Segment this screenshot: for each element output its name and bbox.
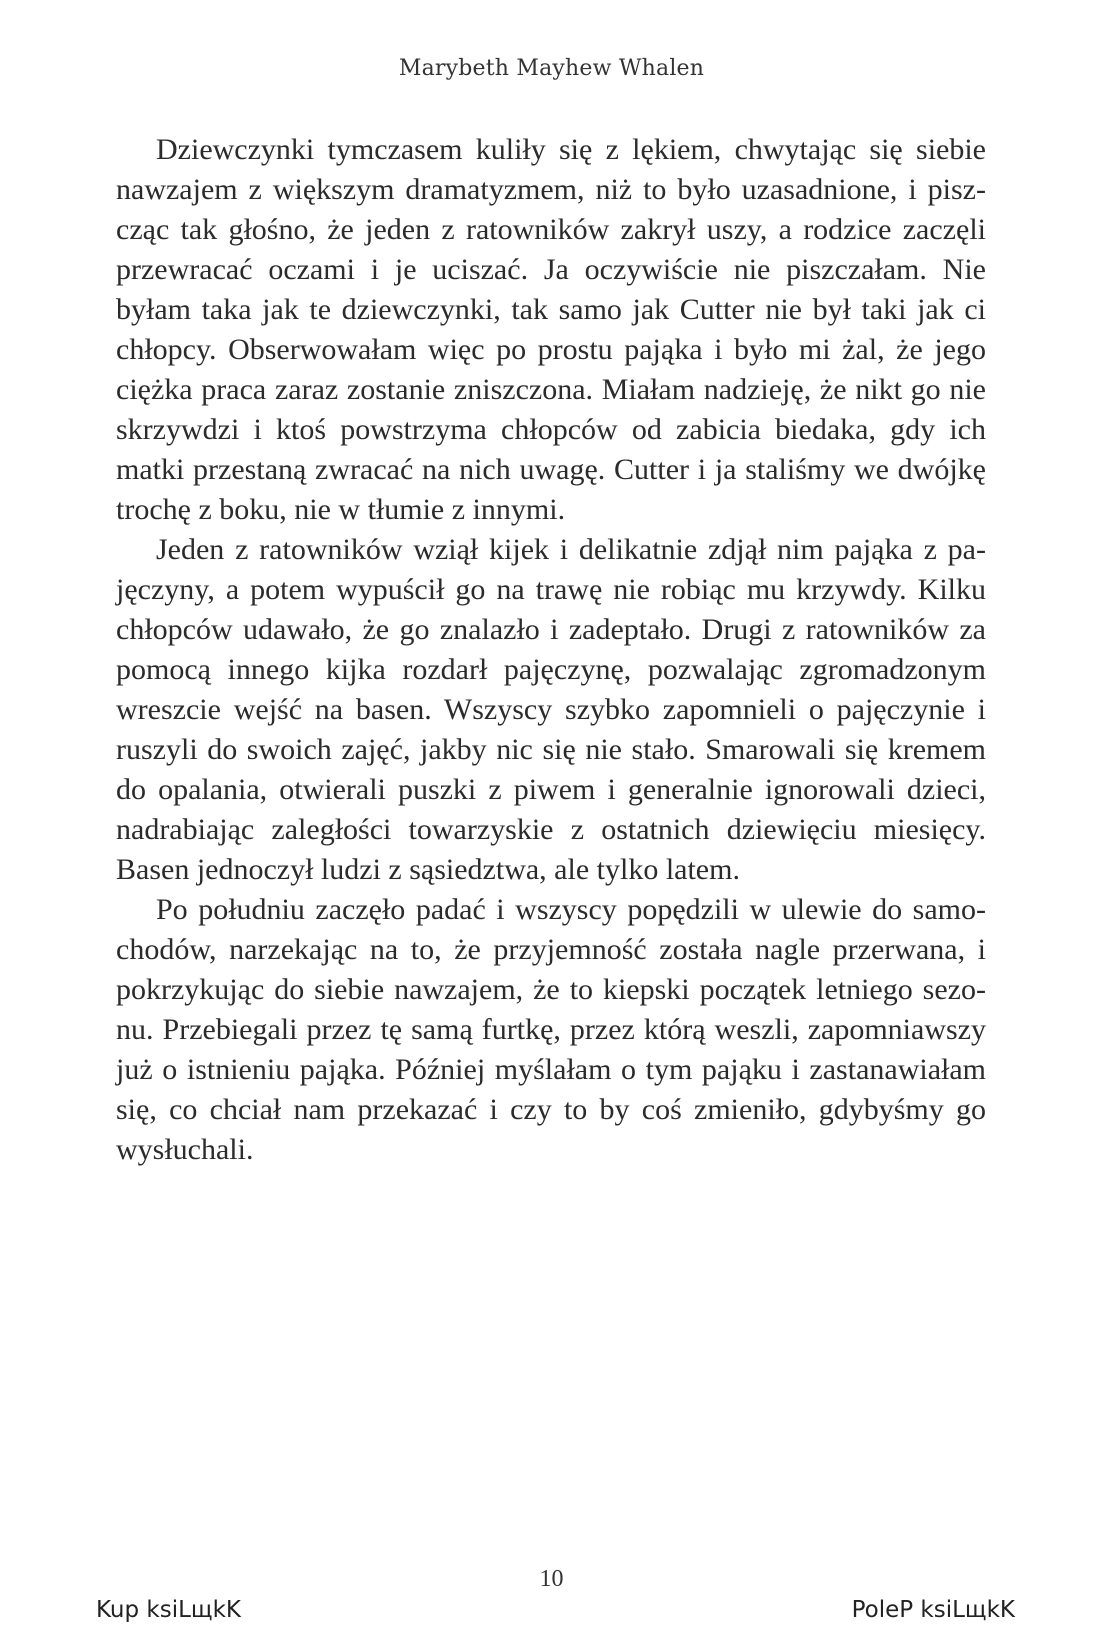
paragraph: Dziewczynki tymczasem kuliły się z lękiem, chwytając się siebie nawzajem z większym dramatyzmem, niż to było uzasadnione, i piszcząc tak głośno, że jeden z ratowników zakrył uszy, a rodzice zaczęli przewracać oczami i je uciszać. Ja oczywiście nie piszczałam. Nie byłam taka jak te dziewczynki, tak samo jak Cutter nie był taki jak ci chłopcy. Obserwowałam więc po prostu pająka i było mi żal, że jego ciężka praca zaraz zostanie zniszczona. Miałam nadzieję, że nikt go nie skrzywdzi i ktoś powstrzyma chłopców od zabicia biedaka, gdy ich matki przestaną zwracać na nich uwagę. Cutter i ja staliśmy we dwójkę trochę z boku, nie w tłumie z innymi.: [116, 133, 986, 526]
buy-book-link[interactable]: Kup ksiLщkK: [96, 1597, 241, 1623]
paragraph: Jeden z ratowników wziął kijek i delikatnie zdjął nim pająka z pajęczyny, a potem wypuścił go na trawę nie robiąc mu krzywdy. Kilku chłopców udawało, że go znalazło i zadeptało. Drugi z ratowników za pomocą innego kijka rozdarł pajęczynę, pozwalając zgromadzonym wreszcie wejść na basen. Wszyscy szybko zapomnieli o pajęczynie i ruszyli do swoich zajęć, jakby nic się nie stało. Smarowali się kremem do opalania, otwierali puszki z piwem i generalnie ignorowali dzieci, nadrabiając zaległości towarzyskie z ostatnich dziewięciu miesięcy. Basen jednoczył ludzi z sąsiedztwa, ale tylko latem.: [116, 533, 986, 886]
running-head: Marybeth Mayhew Whalen: [398, 56, 705, 81]
body-text: [116, 130, 986, 1170]
paragraph: Po południu zaczęło padać i wszyscy popędzili w ulewie do samochodów, narzekając na to, że przyjemność została nagle przerwana, i pokrzykując do siebie nawzajem, że to kiepski początek letniego sezonu. Przebiegali przez tę samą furtkę, przez którą weszli, zapomniawszy już o istnieniu pająka. Później myślałam o tym pająku i zastanawiałam się, co chciał nam przekazać i czy to by coś zmieniło, gdybyśmy go wysłuchali.: [116, 893, 986, 1166]
page-number: 10: [539, 1566, 564, 1592]
recommend-book-link[interactable]: PoleP ksiLщkK: [851, 1597, 1015, 1623]
